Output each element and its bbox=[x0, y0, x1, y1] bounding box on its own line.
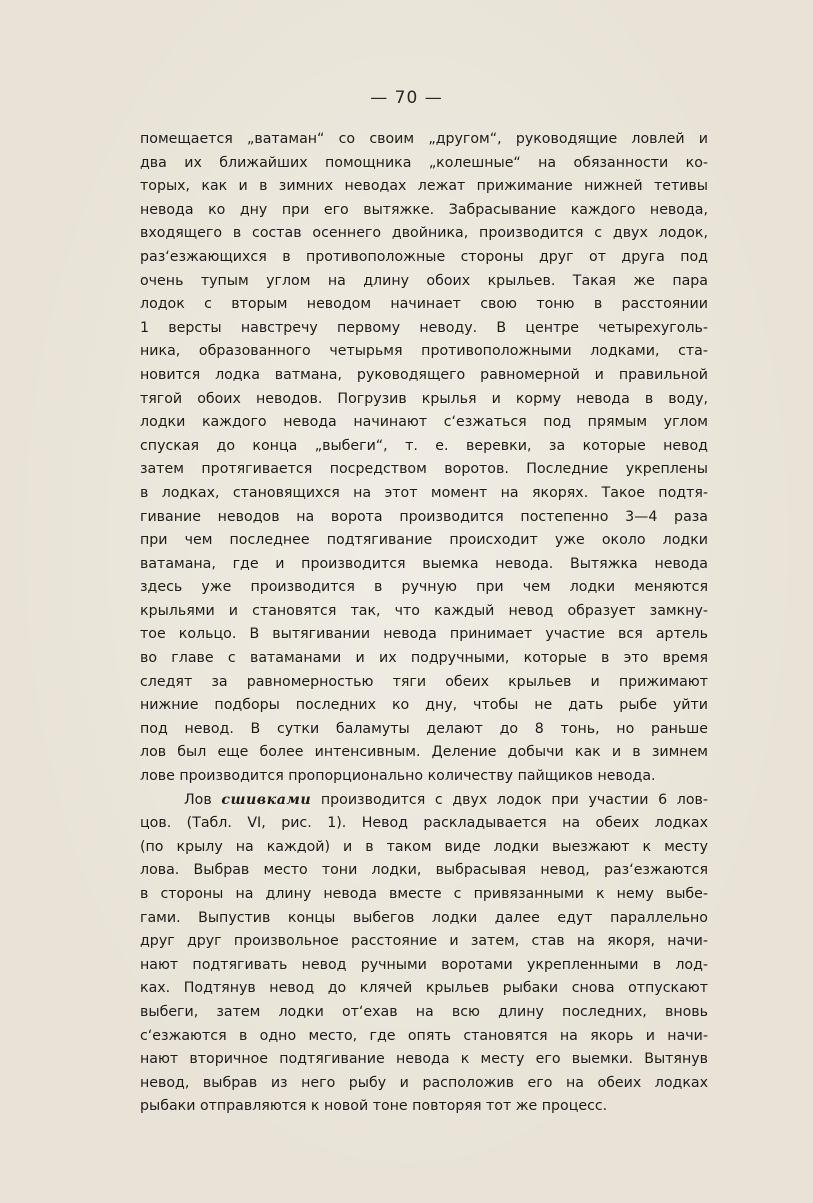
text-line bbox=[140, 789, 708, 813]
text-line: лов был еще более интенсивным. Деление добычи как и в зимнем bbox=[140, 744, 708, 761]
text-line: лодок с вторым неводом начинает свою тоню в расстоянии bbox=[140, 296, 708, 313]
text-line: друг друг произвольное расстояние и затем, став на якоря, начи- bbox=[140, 933, 708, 950]
text-line: во главе с ватаманами и их подручными, которые в это время bbox=[140, 650, 708, 667]
text-line: цов. (Табл. VI, рис. 1). Невод раскладывается на обеих лодках bbox=[140, 815, 708, 832]
text-line: лодки каждого невода начинают с‘езжаться под прямым углом bbox=[140, 414, 708, 431]
text-line: ника, образованного четырьмя противоположными лодками, ста- bbox=[140, 343, 708, 360]
text-line: невода ко дну при его вытяжке. Забрасывание каждого невода, bbox=[140, 201, 708, 218]
text-line: торых, как и в зимних неводах лежат прижимание нижней тетивы bbox=[140, 178, 708, 195]
text-line: затем протягивается посредством воротов. Последние укреплены bbox=[140, 461, 708, 478]
text-line: (по крылу на каждой) и в таком виде лодки выезжают к месту bbox=[140, 838, 708, 855]
text-line: входящего в состав осеннего двойника, производится с двух лодок, bbox=[140, 225, 708, 242]
text-line: под невод. В сутки баламуты делают до 8 тонь, но раньше bbox=[140, 720, 708, 737]
text-line: при чем последнее подтягивание происходит уже около лодки bbox=[140, 532, 708, 549]
text-line: новится лодка ватмана, руководящего равномерной и правильной bbox=[140, 366, 708, 383]
text-line: спуская до конца „выбеги“, т. е. веревки, за которые невод bbox=[140, 437, 708, 454]
text-line: тягой обоих неводов. Погрузив крылья и корму невода в воду, bbox=[140, 390, 708, 407]
text-line: нижние подборы последних ко дну, чтобы не дать рыбе уйти bbox=[140, 697, 708, 714]
text-line: лова. Выбрав место тони лодки, выбрасывая невод, раз‘езжаются bbox=[140, 862, 708, 879]
text-line: нают подтягивать невод ручными воротами укрепленными в лод- bbox=[140, 956, 708, 973]
text-segment: производится с двух лодок при участии 6 лов- bbox=[311, 791, 708, 808]
page-number: — 70 — bbox=[370, 88, 443, 108]
text-line: рыбаки отправляются к новой тоне повторяя тот же процесс. bbox=[140, 1098, 608, 1115]
text-line: в лодках, становящихся на этот момент на якорях. Такое подтя- bbox=[140, 484, 708, 501]
text-line: два их ближайших помощника „колешные“ на обязанности ко- bbox=[140, 154, 708, 171]
text-line: в стороны на длину невода вместе с привязанными к нему выбе- bbox=[140, 886, 708, 902]
text-line: ках. Подтянув невод до клячей крыльев рыбаки снова отпускают bbox=[140, 980, 708, 997]
text-line: выбеги, затем лодки от‘ехав на всю длину последних, вновь bbox=[140, 1003, 708, 1020]
text-line: гивание неводов на ворота производится постепенно 3—4 раза bbox=[140, 508, 708, 525]
text-line: 1 версты навстречу первому неводу. В центре четырехуголь- bbox=[140, 319, 708, 336]
text-line: нают вторичное подтягивание невода к месту его выемки. Вытянув bbox=[140, 1051, 708, 1068]
text-line: гами. Выпустив концы выбегов лодки далее едут параллельно bbox=[140, 909, 708, 926]
text-line: следят за равномерностью тяги обеих крыльев и прижимают bbox=[140, 673, 708, 690]
text-line: ватамана, где и производится выемка невода. Вытяжка невода bbox=[140, 555, 708, 572]
text-line: помещается „ватаман“ со своим „другом“, руководящие ловлей и bbox=[140, 131, 708, 147]
text-line: тое кольцо. В вытягивании невода принимает участие вся артель bbox=[140, 626, 708, 643]
text-line: невод, выбрав из него рыбу и расположив его на обеих лодках bbox=[140, 1074, 708, 1091]
text-line: раз‘езжающихся в противоположные стороны друг от друга под bbox=[140, 248, 708, 265]
text-line: лове производится пропорционально количеству пайщиков невода. bbox=[140, 768, 656, 785]
body-text bbox=[140, 128, 708, 1119]
text-line: очень тупым углом на длину обоих крыльев. Такая же пара bbox=[140, 272, 708, 289]
text-segment: Лов bbox=[184, 791, 222, 808]
text-line: крыльями и становятся так, что каждый невод образует замкну- bbox=[140, 602, 708, 619]
emphasized-term: сшивками bbox=[221, 791, 312, 808]
text-line: здесь уже производится в ручную при чем лодки меняются bbox=[140, 579, 708, 596]
text-line: с‘езжаются в одно место, где опять становятся на якорь и начи- bbox=[140, 1027, 708, 1044]
